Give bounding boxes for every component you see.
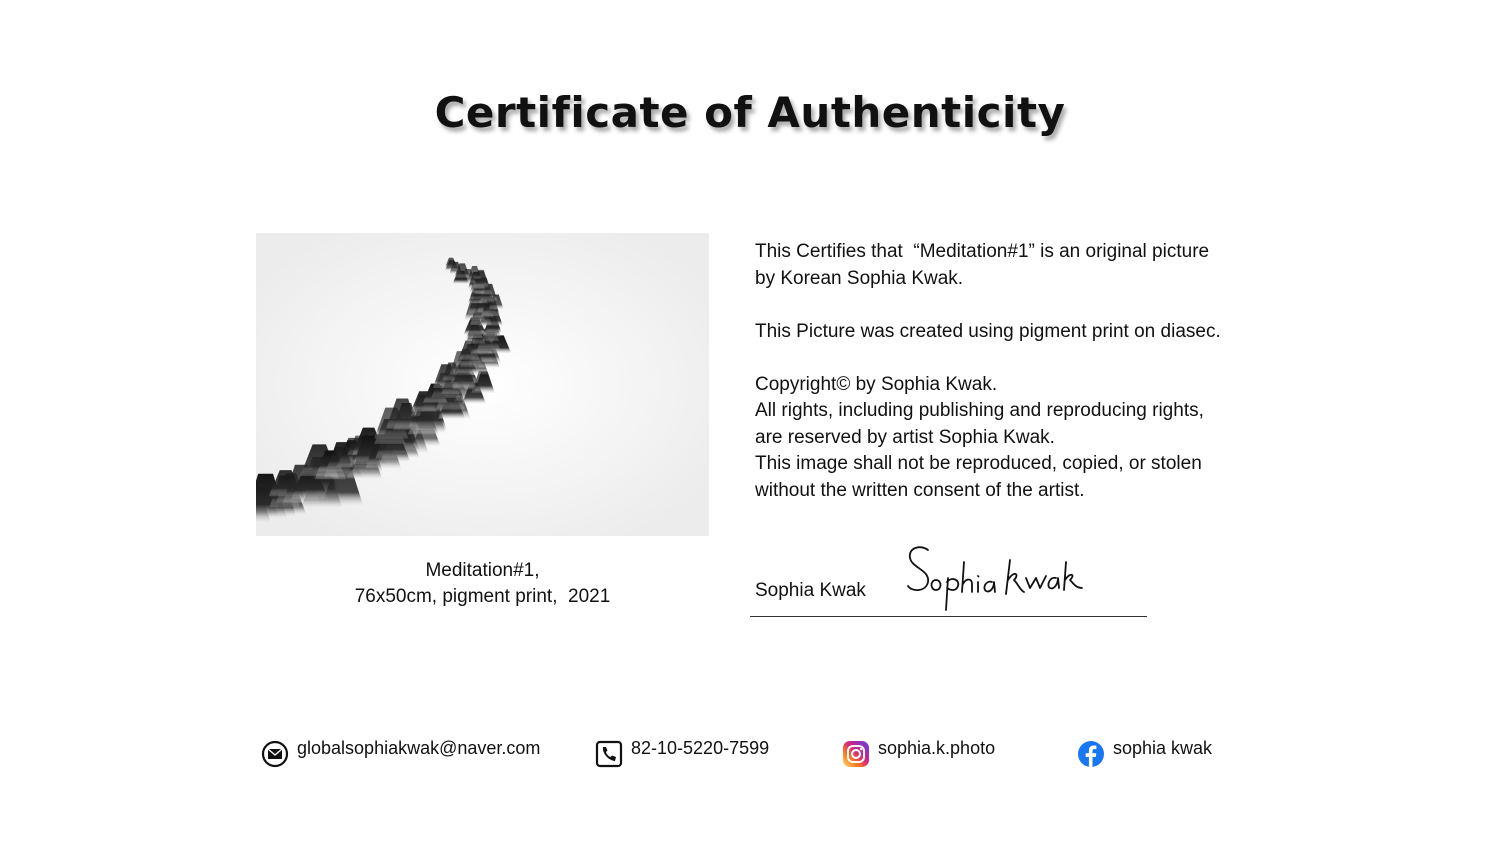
- page-title: Certificate of Authenticity: [434, 88, 1066, 137]
- contact-bar: [0, 732, 1500, 772]
- facebook-icon: [1077, 740, 1105, 768]
- email-icon: [261, 740, 289, 768]
- statement-text: All rights, including publishing and reproducing rights,: [755, 400, 1204, 421]
- instagram-icon: [842, 740, 870, 768]
- caption-details: 76x50cm, pigment print, 2021: [354, 586, 611, 607]
- contact-phone[interactable]: [595, 732, 769, 768]
- statement-text: are reserved by artist Sophia Kwak.: [755, 426, 1055, 448]
- signature-line: [750, 616, 1147, 617]
- phone-icon: [595, 740, 623, 768]
- contact-instagram[interactable]: [842, 732, 995, 768]
- contact-facebook-text: sophia kwak: [1113, 737, 1213, 758]
- artwork-caption: [256, 558, 709, 610]
- artist-name: Sophia Kwak: [755, 580, 866, 601]
- statement-text: This Certifies that “Meditation#1” is an original picture: [755, 241, 1210, 262]
- statement-paragraph-3: [755, 372, 1275, 505]
- statement-text: without the written consent of the artist.: [755, 479, 1085, 501]
- artwork-image: [256, 233, 709, 536]
- statement-text: by Korean Sophia Kwak.: [755, 267, 964, 289]
- statement-paragraph-2: [755, 319, 1275, 346]
- statement-text: This image shall not be reproduced, copied, or stolen: [755, 453, 1202, 474]
- artwork-photo: [256, 233, 709, 536]
- certificate-statement: [755, 239, 1275, 504]
- contact-facebook[interactable]: [1077, 732, 1212, 768]
- contact-instagram-text: sophia.k.photo: [878, 737, 996, 758]
- contact-phone-text: 82-10-5220-7599: [631, 737, 770, 758]
- contact-email-text: globalsophiakwak@naver.com: [297, 737, 541, 758]
- statement-text: Copyright© by Sophia Kwak.: [755, 373, 998, 395]
- handwritten-signature: [900, 540, 1100, 620]
- contact-email[interactable]: [261, 732, 540, 768]
- caption-title: Meditation#1,: [425, 560, 540, 581]
- statement-text: This Picture was created using pigment print on diasec.: [755, 320, 1221, 342]
- statement-paragraph-1: [755, 239, 1275, 292]
